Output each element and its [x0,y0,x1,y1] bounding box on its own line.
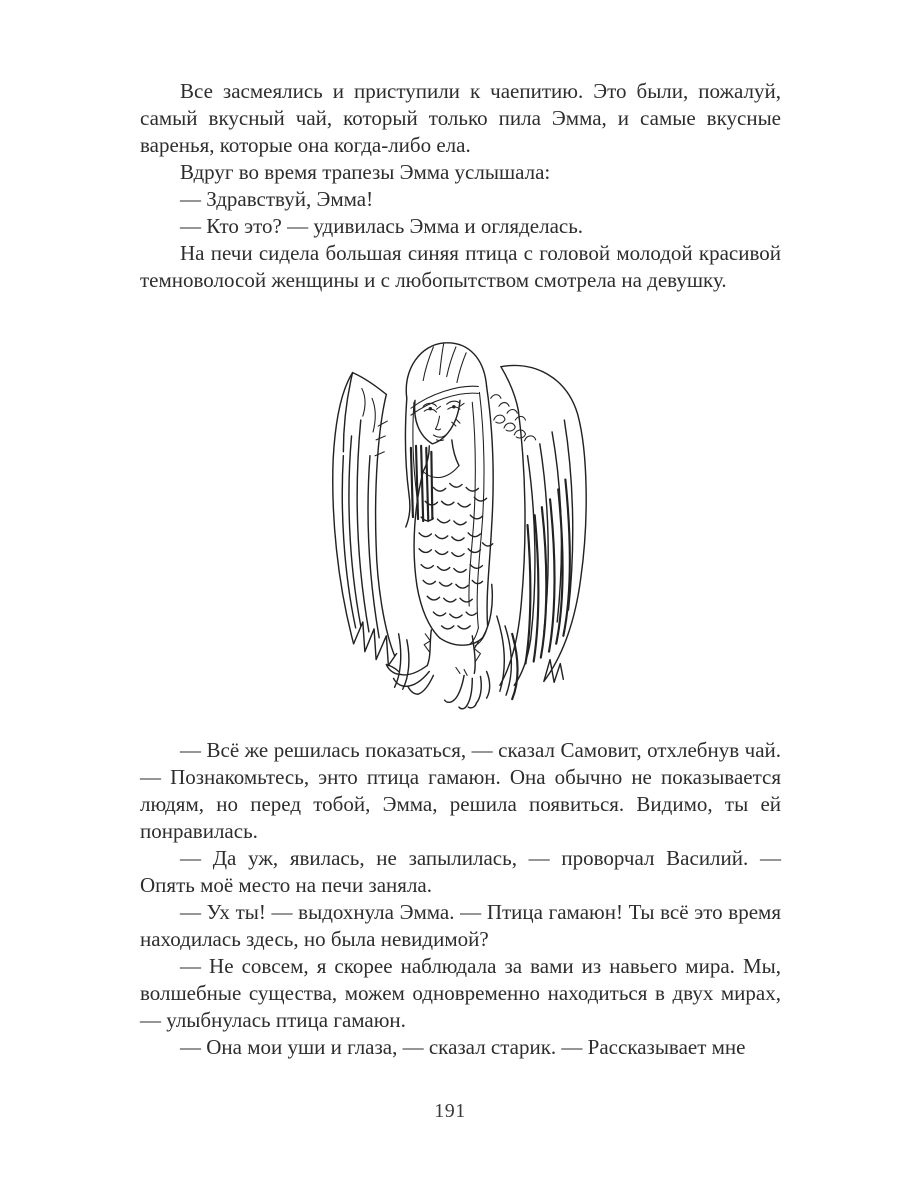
paragraph-dialogue: — Ух ты! — выдохнула Эмма. — Птица гамаюн! Ты всё это время находилась здесь, но была невидимой? [140,900,781,951]
paragraph: Вдруг во время трапезы Эмма услышала: [180,160,551,184]
text-block-top [140,78,781,294]
gamayun-bird-woman-drawing [327,337,593,713]
paragraph: На печи сидела большая синяя птица с головой молодой красивой темноволосой женщины и с любопытством смотрела на девушку. [140,241,781,292]
paragraph: Все засмеялись и приступили к чаепитию. Это были, пожалуй, самый вкусный чай, который только пила Эмма, и самые вкусные варенья, которые она когда-либо ела. [140,79,781,157]
paragraph-dialogue: — Она мои уши и глаза, — сказал старик. — Рассказывает мне [180,1035,746,1059]
paragraph-dialogue: — Здравствуй, Эмма! [180,187,374,211]
gamayun-illustration [327,337,593,713]
paragraph-dialogue: — Не совсем, я скорее наблюдала за вами из навьего мира. Мы, волшебные существа, можем одновременно находиться в двух мирах, — улыбнулась птица гамаюн. [140,954,781,1032]
paragraph-dialogue: — Да уж, явилась, не запылилась, — проворчал Василий. — Опять моё место на печи заняла. [140,846,781,897]
paragraph-dialogue: — Всё же решилась показаться, — сказал Самовит, отхлебнув чай. — Познакомьтесь, энто птица гамаюн. Она обычно не показывается людям, но перед тобой, Эмма, решила появиться. Видимо, ты ей понравилась. [140,738,781,843]
page-number: 191 [434,1100,466,1122]
page-footer [0,1100,900,1123]
text-block-bottom [140,737,781,1061]
paragraph-dialogue: — Кто это? — удивилась Эмма и огляделась. [180,214,584,238]
